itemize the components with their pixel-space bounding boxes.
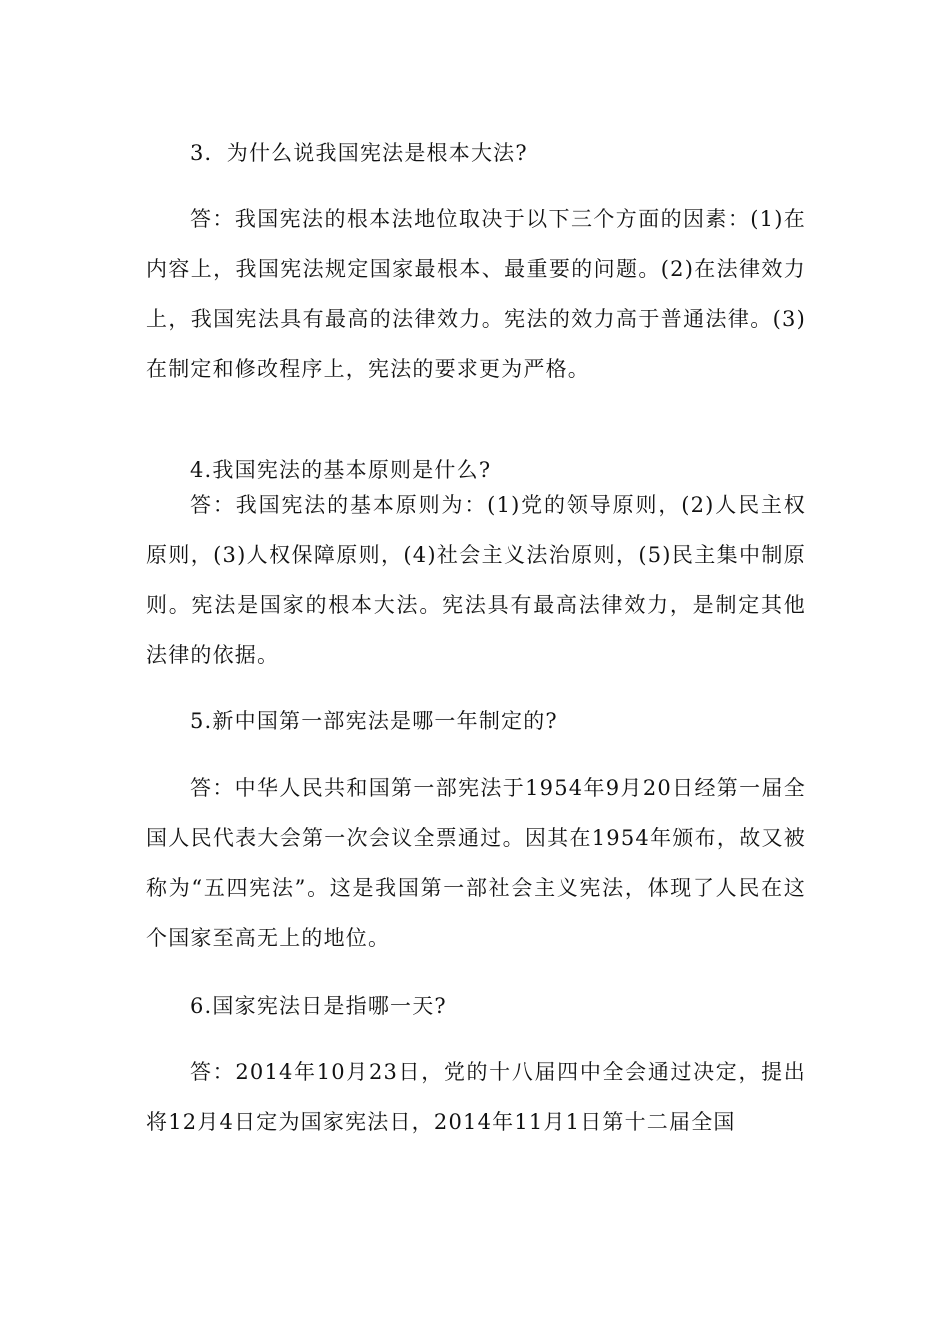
answer-6: 答：2014年10月23日，党的十八届四中全会通过决定，提出将12月4日定为国家宪法日，2014年11月1日第十二届全国 xyxy=(146,1060,806,1134)
answer-5: 答：中华人民共和国第一部宪法于1954年9月20日经第一届全国人民代表大会第一次会议全票通过。因其在1954年颁布，故又被称为“五四宪法”。这是我国第一部社会主义宪法，体现了人民在这个国家至高无上的地位。 xyxy=(146,776,806,950)
answer-3: 答：我国宪法的根本法地位取决于以下三个方面的因素：(1)在内容上，我国宪法规定国家最根本、最重要的问题。(2)在法律效力上，我国宪法具有最高的法律效力。宪法的效力高于普通法律。(3)在制定和修改程序上，宪法的要求更为严格。 xyxy=(146,207,806,381)
question-6: 6.国家宪法日是指哪一天? xyxy=(190,994,447,1018)
question-3: 3．为什么说我国宪法是根本大法? xyxy=(190,141,528,165)
answer-4: 答：我国宪法的基本原则为：(1)党的领导原则，(2)人民主权原则，(3)人权保障原则，(4)社会主义法治原则，(5)民主集中制原则。宪法是国家的根本大法。宪法具有最高法律效力，是制定其他法律的依据。 xyxy=(146,493,806,667)
question-4: 4.我国宪法的基本原则是什么? xyxy=(190,458,492,482)
question-5: 5.新中国第一部宪法是哪一年制定的? xyxy=(190,709,558,733)
